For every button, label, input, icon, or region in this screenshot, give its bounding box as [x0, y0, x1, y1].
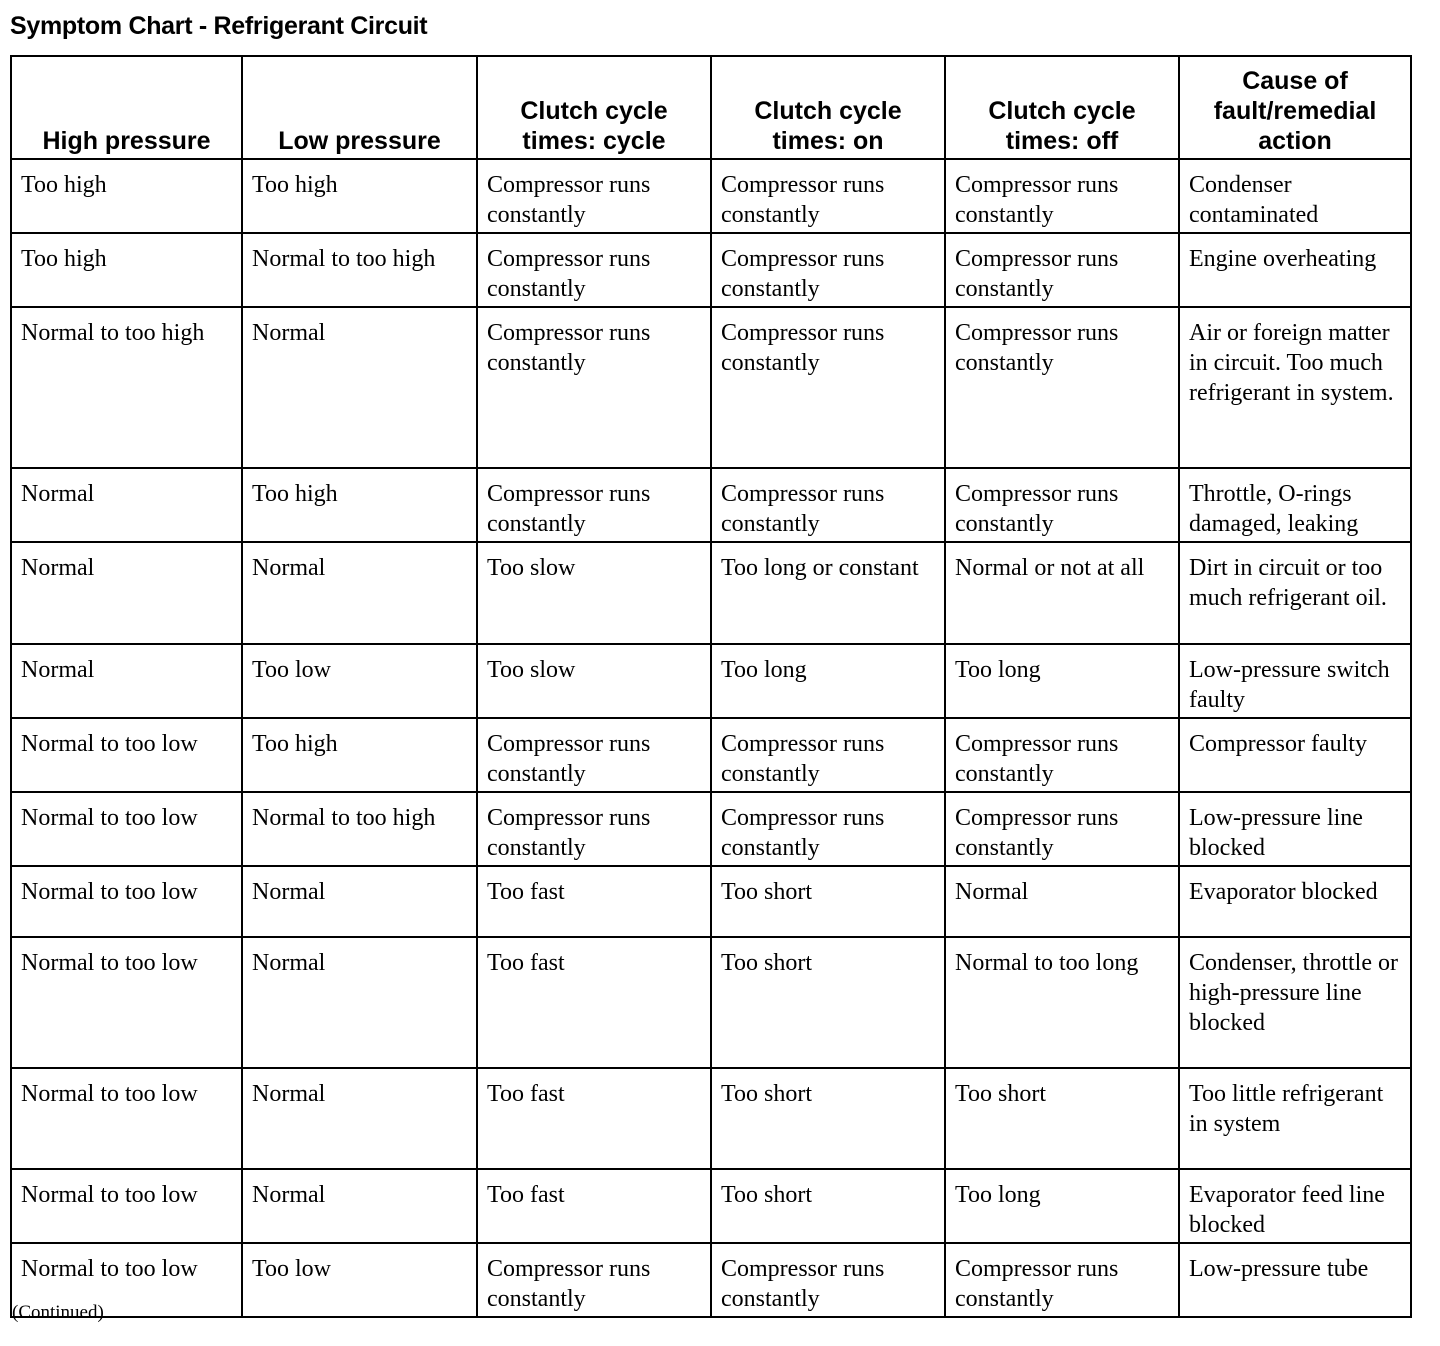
cell-low-pressure: Normal: [242, 937, 477, 1068]
cell-cause-remedy: Evaporator feed line blocked: [1179, 1169, 1411, 1243]
cell-clutch-off: Compressor runs constantly: [945, 159, 1179, 233]
header-cause-remedy: Cause of fault/remedial action: [1179, 56, 1411, 159]
cell-high-pressure: Normal to too low: [11, 1243, 242, 1317]
cell-high-pressure: Normal: [11, 542, 242, 644]
header-clutch-off: Clutch cycle times: off: [945, 56, 1179, 159]
cell-clutch-off: Too long: [945, 1169, 1179, 1243]
cell-clutch-on: Compressor runs constantly: [711, 718, 945, 792]
cell-clutch-cycle: Compressor runs constantly: [477, 159, 711, 233]
header-clutch-cycle: Clutch cycle times: cycle: [477, 56, 711, 159]
cell-cause-remedy: Air or foreign matter in circuit. Too much refrigerant in system.: [1179, 307, 1411, 468]
cell-high-pressure: Normal to too low: [11, 792, 242, 866]
cell-cause-remedy: Condenser contaminated: [1179, 159, 1411, 233]
cell-cause-remedy: Too little refrigerant in system: [1179, 1068, 1411, 1169]
cell-low-pressure: Normal to too high: [242, 792, 477, 866]
cell-low-pressure: Too high: [242, 159, 477, 233]
cell-cause-remedy: Low-pressure line blocked: [1179, 792, 1411, 866]
cell-cause-remedy: Dirt in circuit or too much refrigerant oil.: [1179, 542, 1411, 644]
cell-clutch-off: Compressor runs constantly: [945, 1243, 1179, 1317]
cell-clutch-cycle: Too slow: [477, 542, 711, 644]
table-row: [11, 644, 1411, 718]
cell-low-pressure: Normal: [242, 1169, 477, 1243]
continued-note: (Continued): [12, 1302, 104, 1323]
table-row: [11, 866, 1411, 937]
cell-high-pressure: Normal to too low: [11, 1169, 242, 1243]
cell-low-pressure: Too low: [242, 644, 477, 718]
cell-clutch-on: Too short: [711, 937, 945, 1068]
table-row: [11, 307, 1411, 468]
cell-clutch-on: Too long: [711, 644, 945, 718]
cell-cause-remedy: Condenser, throttle or high-pressure line blocked: [1179, 937, 1411, 1068]
table-row: [11, 1068, 1411, 1169]
cell-clutch-cycle: Compressor runs constantly: [477, 307, 711, 468]
table-header: [11, 56, 1411, 159]
cell-clutch-on: Compressor runs constantly: [711, 792, 945, 866]
table-row: [11, 1243, 1411, 1317]
table-row: [11, 1169, 1411, 1243]
cell-cause-remedy: Engine overheating: [1179, 233, 1411, 307]
cell-clutch-on: Compressor runs constantly: [711, 468, 945, 542]
cell-clutch-cycle: Compressor runs constantly: [477, 233, 711, 307]
cell-cause-remedy: Compressor faulty: [1179, 718, 1411, 792]
cell-clutch-cycle: Too fast: [477, 1068, 711, 1169]
cell-clutch-off: Compressor runs constantly: [945, 468, 1179, 542]
cell-cause-remedy: Throttle, O-rings damaged, leaking: [1179, 468, 1411, 542]
cell-low-pressure: Normal: [242, 866, 477, 937]
table-row: [11, 468, 1411, 542]
cell-clutch-on: Compressor runs constantly: [711, 233, 945, 307]
cell-clutch-on: Too short: [711, 1169, 945, 1243]
cell-clutch-off: Normal to too long: [945, 937, 1179, 1068]
cell-cause-remedy: Low-pressure switch faulty: [1179, 644, 1411, 718]
cell-low-pressure: Too high: [242, 718, 477, 792]
cell-high-pressure: Normal to too low: [11, 866, 242, 937]
table-row: [11, 542, 1411, 644]
cell-clutch-off: Compressor runs constantly: [945, 307, 1179, 468]
header-row: [11, 56, 1411, 159]
cell-low-pressure: Normal: [242, 307, 477, 468]
cell-cause-remedy: Evaporator blocked: [1179, 866, 1411, 937]
table-row: [11, 937, 1411, 1068]
cell-high-pressure: Too high: [11, 159, 242, 233]
cell-clutch-cycle: Compressor runs constantly: [477, 718, 711, 792]
cell-clutch-cycle: Too fast: [477, 937, 711, 1068]
cell-clutch-on: Too short: [711, 866, 945, 937]
cell-clutch-cycle: Compressor runs constantly: [477, 1243, 711, 1317]
cell-low-pressure: Normal to too high: [242, 233, 477, 307]
cell-low-pressure: Normal: [242, 542, 477, 644]
cell-clutch-off: Compressor runs constantly: [945, 233, 1179, 307]
table-body: [11, 159, 1411, 1317]
cell-high-pressure: Normal to too low: [11, 1068, 242, 1169]
cell-low-pressure: Normal: [242, 1068, 477, 1169]
cell-clutch-cycle: Compressor runs constantly: [477, 792, 711, 866]
cell-cause-remedy: Low-pressure tube: [1179, 1243, 1411, 1317]
header-clutch-on: Clutch cycle times: on: [711, 56, 945, 159]
cell-low-pressure: Too low: [242, 1243, 477, 1317]
cell-clutch-off: Too long: [945, 644, 1179, 718]
cell-clutch-on: Too long or constant: [711, 542, 945, 644]
cell-high-pressure: Normal to too low: [11, 937, 242, 1068]
header-low-pressure: Low pressure: [242, 56, 477, 159]
chart-title: Symptom Chart - Refrigerant Circuit: [10, 12, 428, 40]
cell-clutch-cycle: Too slow: [477, 644, 711, 718]
header-high-pressure: High pressure: [11, 56, 242, 159]
cell-clutch-on: Compressor runs constantly: [711, 307, 945, 468]
cell-high-pressure: Normal to too high: [11, 307, 242, 468]
cell-clutch-cycle: Compressor runs constantly: [477, 468, 711, 542]
cell-clutch-on: Too short: [711, 1068, 945, 1169]
cell-high-pressure: Normal: [11, 468, 242, 542]
table-row: [11, 159, 1411, 233]
cell-high-pressure: Too high: [11, 233, 242, 307]
cell-high-pressure: Normal to too low: [11, 718, 242, 792]
symptom-table: [10, 55, 1412, 1318]
cell-clutch-cycle: Too fast: [477, 866, 711, 937]
cell-low-pressure: Too high: [242, 468, 477, 542]
table-row: [11, 718, 1411, 792]
cell-clutch-off: Too short: [945, 1068, 1179, 1169]
cell-clutch-cycle: Too fast: [477, 1169, 711, 1243]
cell-clutch-off: Compressor runs constantly: [945, 792, 1179, 866]
cell-high-pressure: Normal: [11, 644, 242, 718]
cell-clutch-on: Compressor runs constantly: [711, 159, 945, 233]
cell-clutch-off: Compressor runs constantly: [945, 718, 1179, 792]
cell-clutch-off: Normal or not at all: [945, 542, 1179, 644]
cell-clutch-on: Compressor runs constantly: [711, 1243, 945, 1317]
cell-clutch-off: Normal: [945, 866, 1179, 937]
table-row: [11, 792, 1411, 866]
table-row: [11, 233, 1411, 307]
